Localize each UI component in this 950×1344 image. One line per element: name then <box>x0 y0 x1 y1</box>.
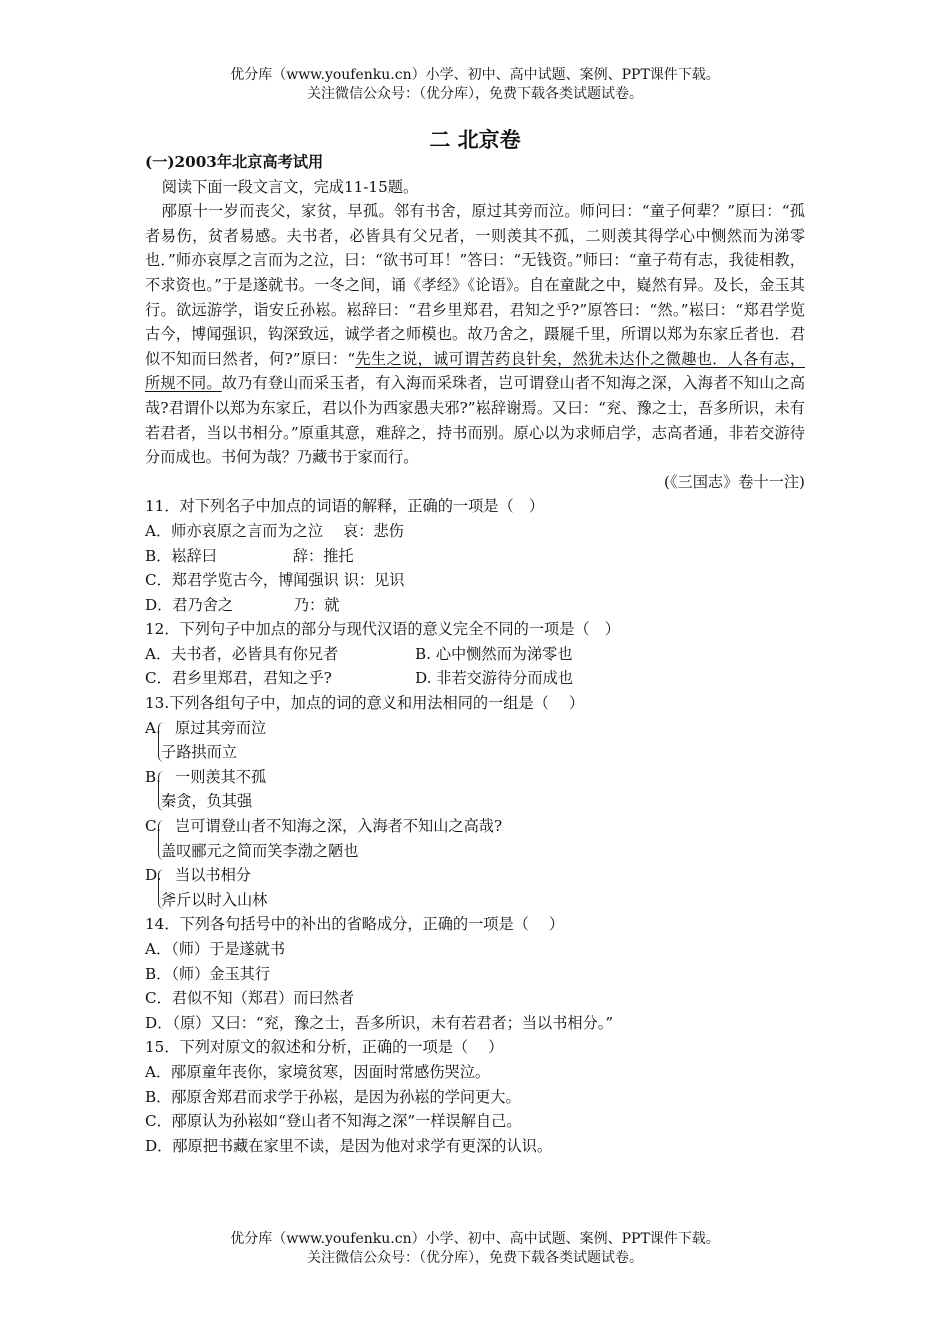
classical-passage <box>145 199 805 470</box>
q11-option-c: C．郑君学览古今，博闻强识 识：见识 <box>145 571 405 590</box>
q12-option-d: D. 非若交游待分而成也 <box>415 669 573 688</box>
q12-option-a: A．夫书者，必皆具有你兄者 <box>145 644 339 663</box>
q13-option-c <box>145 814 805 863</box>
question-11-stem: 11．对下列名子中加点的词语的解释，正确的一项是（ ） <box>145 497 545 516</box>
q13-a-line-2: 子路拱而立 <box>161 743 237 762</box>
reading-instruction: 阅读下面一段文言文，完成11-15题。 <box>161 177 419 196</box>
q13-option-label: A. <box>145 718 161 737</box>
q11-option-d: D．君乃舍之 乃：就 <box>145 595 340 614</box>
q13-b-line-2: 秦贪，负其强 <box>161 792 253 811</box>
q14-option-d: D．（原）又曰：“兖，豫之士，吾多所识，未有若君者；当以书相分。” <box>145 1013 614 1032</box>
q14-option-c: C．君似不知（郑君）而曰然者 <box>145 989 355 1008</box>
q12-option-c: C．君乡里郑君，君知之乎? <box>145 669 332 688</box>
document-body <box>145 150 805 1158</box>
q15-option-b: B．邴原舍郑君而求学于孙崧，是因为孙崧的学问更大。 <box>145 1087 521 1106</box>
passage-underlined-text: 先生之说，诚可谓苦药良针矣，然犹未达仆之微趣也．人各有志，所规不同。 <box>145 349 806 393</box>
q12-row-2 <box>145 666 805 691</box>
q15-option-c: C．邴原认为孙崧如“登山者不知海之深”一样误解自己。 <box>145 1112 522 1131</box>
question-13-stem: 13.下列各组句子中，加点的词的意义和用法相同的一组是（ ） <box>145 694 585 713</box>
header-line-1: 优分库（www.youfenku.cn）小学、初中、高中试题、案例、PPT课件下载。 <box>230 67 720 83</box>
page-footer <box>0 1230 950 1268</box>
footer-line-2: 关注微信公众号：（优分库），免费下载各类试题试卷。 <box>307 1250 643 1266</box>
q14-option-a: A．（师）于是遂就书 <box>145 940 286 958</box>
q13-c-line-2: 盖叹郦元之简而笑李渤之陋也 <box>161 841 359 860</box>
q11-option-b: B．崧辞曰 辞：推托 <box>145 546 354 565</box>
passage-text-1: 邴原十一岁而丧父，家贫，早孤。邻有书舍，原过其旁而泣。师问曰：“童子何辈？”原曰：“孤者易伤，贫者易感。夫书者，必皆具有父兄者，一则羡其不孤，二则羡其得学心中恻然而为涕零也．”师亦哀厚之言而为之泣，曰：“欲书可耳！”答曰：“无钱资。”师曰：“童子苟有志，我徒相教，不求资也。”于是遂就书。一冬之间，诵《孝经》《论语》。自在童龀之中，嶷然有异。及长，金玉其行。欲远游学，诣安丘孙崧。崧辞曰：“君乡里郑君，君知之乎?”原答曰：“然。”崧曰：“郑君学览古今，博闻强识，钩深致远，诚学者之师模也。故乃舍之，蹑屣千里，所谓以郑为东家丘者也．君似不知而曰然者，何?”原曰：“ <box>145 202 805 368</box>
q14-option-b: B．（师）金玉其行 <box>145 964 271 983</box>
q13-option-a <box>145 716 805 765</box>
header-line-2: 关注微信公众号：（优分库），免费下载各类试题试卷。 <box>307 86 643 102</box>
q13-c-line-1: 岂可谓登山者不知海之深，入海者不知山之高哉? <box>175 817 503 836</box>
q13-option-b <box>145 765 805 814</box>
q13-option-label: D. <box>145 866 162 885</box>
question-15-stem: 15．下列对原文的叙述和分析，正确的一项是（ ） <box>145 1038 504 1057</box>
page-title: 二 北京卷 <box>429 128 521 152</box>
brace-icon <box>158 722 165 762</box>
q15-option-a: A．邴原童年丧你，家境贫寒，因面时常感伤哭泣。 <box>145 1062 491 1081</box>
q12-option-b: B. 心中恻然而为涕零也 <box>415 644 573 663</box>
q13-a-line-1: 原过其旁而泣 <box>175 718 267 737</box>
footer-line-1: 优分库（www.youfenku.cn）小学、初中、高中试题、案例、PPT课件下载。 <box>230 1231 720 1247</box>
passage-source: (《三国志》卷十一注) <box>664 472 805 491</box>
q13-option-label: C. <box>145 817 161 836</box>
section-heading: (一)2003年北京高考试用 <box>145 153 324 171</box>
question-12-stem: 12．下列句子中加点的部分与现代汉语的意义完全不同的一项是（ ） <box>145 620 620 639</box>
q12-row-1 <box>145 642 805 667</box>
q13-d-line-1: 当以书相分 <box>175 866 251 885</box>
brace-icon <box>158 869 165 909</box>
brace-icon <box>158 820 165 860</box>
q15-option-d: D．邴原把书藏在家里不读，是因为他对求学有更深的认识。 <box>145 1136 553 1155</box>
q13-option-label: B. <box>145 767 161 786</box>
q11-option-a: A．师亦哀原之言而为之泣 哀：悲伤 <box>145 521 404 540</box>
page-header <box>0 66 950 104</box>
q13-option-d <box>145 863 805 912</box>
brace-icon <box>158 771 165 811</box>
q13-b-line-1: 一则羡其不孤 <box>175 767 267 786</box>
passage-text-2: 故乃有登山而采玉者，有入海而采珠者，岂可谓登山者不知海之深，入海者不知山之高哉?君谓仆以郑为东家丘，君以仆为西家愚夫邪?”崧辞谢焉。又曰：“兖、豫之士，吾多所识，未有若君者，当以书相分。”原重其意，难辞之，持书而别。原心以为求师启学，志高者通，非若交游待分而成也。书何为哉？乃藏书于家而行。 <box>145 374 806 467</box>
question-14-stem: 14．下列各句括号中的补出的省略成分，正确的一项是（ ） <box>145 915 565 934</box>
question-13 <box>145 691 805 912</box>
q13-d-line-2: 斧斤以时入山林 <box>161 890 268 909</box>
